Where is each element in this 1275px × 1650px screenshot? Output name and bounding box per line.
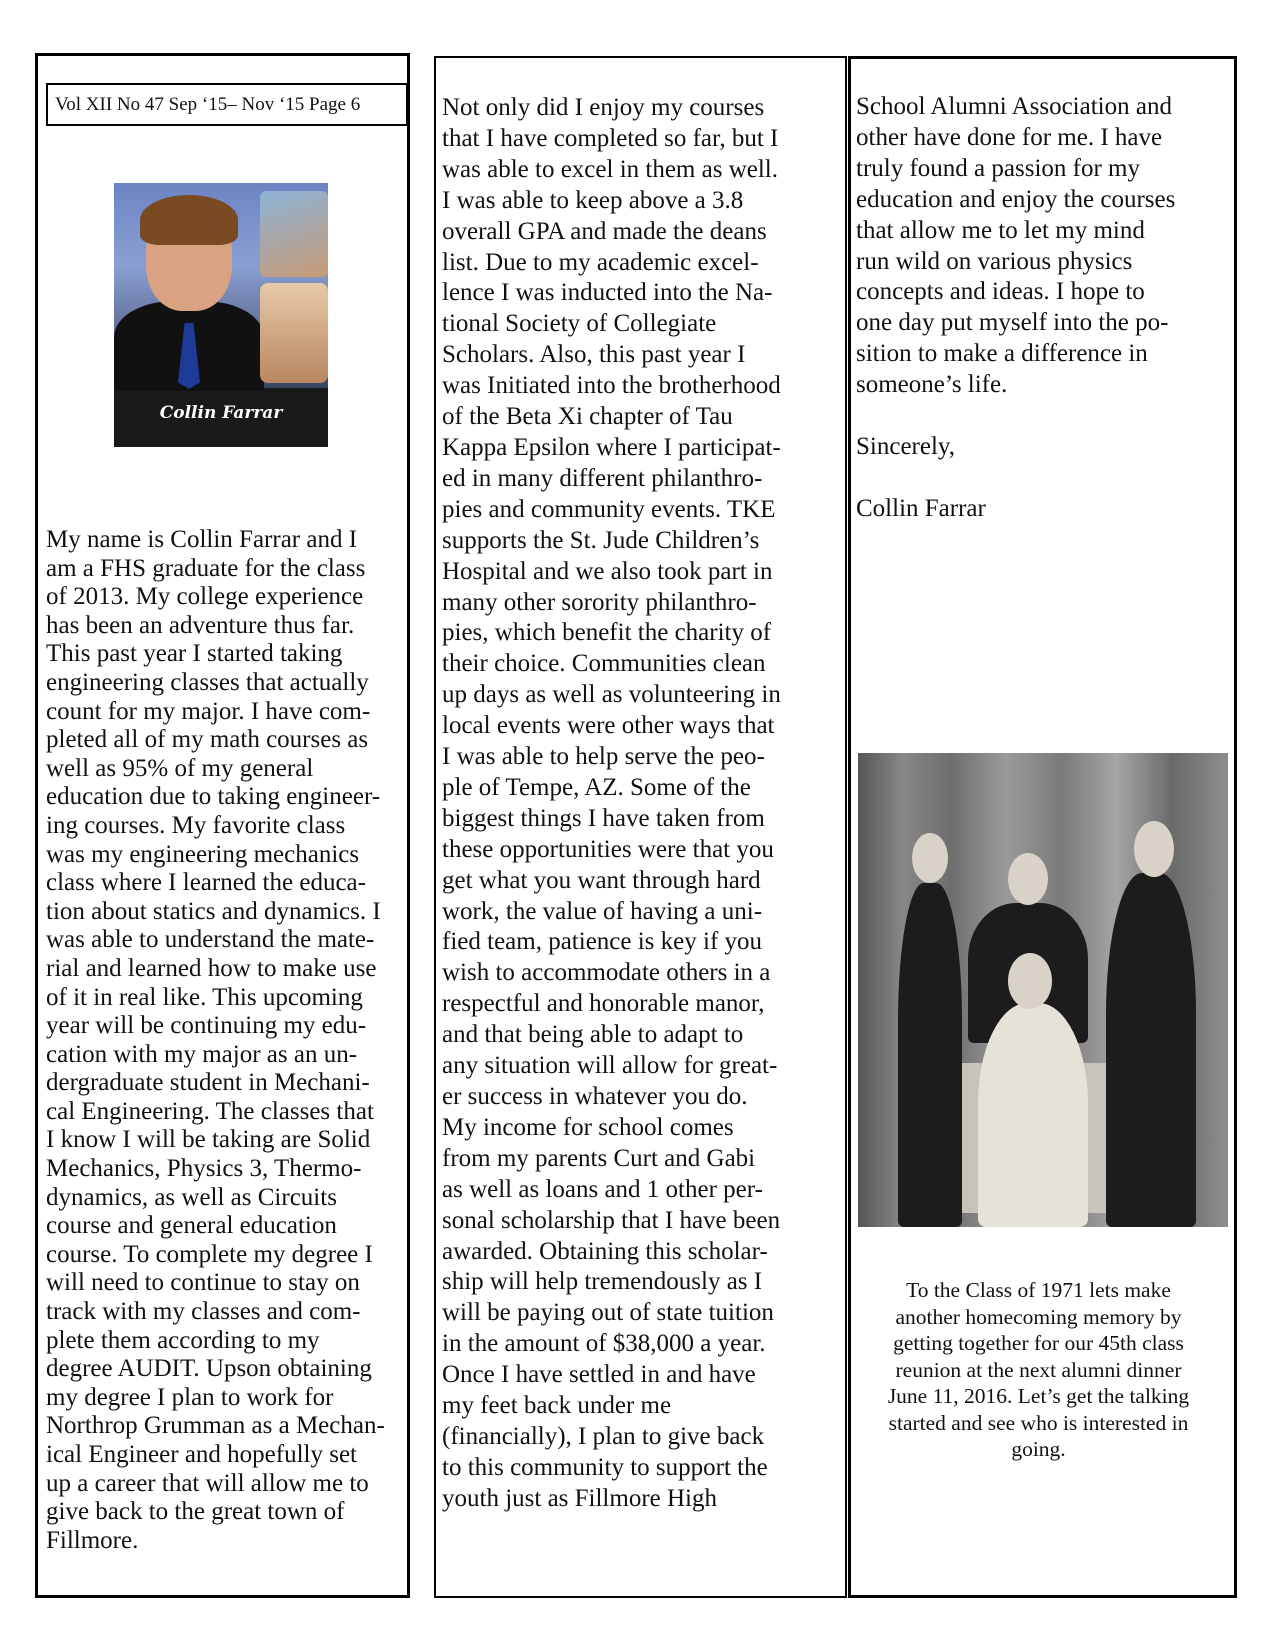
text-line: education and enjoy the courses [856,185,1176,213]
text-line: er success in whatever you do. [442,1083,748,1110]
text-line: concepts and ideas. I hope to [856,278,1145,306]
text-line: any situation will allow for great- [442,1052,778,1080]
note-line: To the Class of 1971 lets make [906,1278,1171,1302]
text-line: My income for school comes [442,1113,734,1141]
text-line: run wild on various physics [856,247,1133,275]
text-line: (financially), I plan to give back [442,1422,765,1450]
text-line: Scholars. Also, this past year I [442,341,746,369]
text-line: degree AUDIT. Upson obtaining [46,1355,372,1383]
text-line: that I have completed so far, but I [442,124,779,152]
text-line: course. To complete my degree I [46,1240,373,1268]
column-left [35,53,410,1598]
closing: Sincerely, [856,432,956,460]
text-line: to this community to support the [442,1453,768,1481]
text-line: sition to make a difference in [856,340,1148,368]
text-line: of it in real like. This upcoming [46,983,363,1011]
text-line: many other sorority philanthro- [442,588,757,616]
class-reunion-note [861,1277,1216,1463]
text-line: of the Beta Xi chapter of Tau [442,403,733,431]
note-line: getting together for our 45th class [893,1331,1184,1355]
text-line: dynamics, as well as Circuits [46,1183,337,1211]
text-line: cal Engineering. The classes that [46,1097,374,1125]
text-line: Kappa Epsilon where I participat- [442,433,781,461]
text-line: engineering classes that actually [46,668,369,696]
portrait-hair [140,195,238,245]
text-line: their choice. Communities clean [442,650,766,678]
portrait-caption: Collin Farrar [159,403,283,423]
text-line: truly found a passion for my [856,154,1140,182]
note-line: reunion at the next alumni dinner [895,1357,1182,1382]
text-line: work, the value of having a uni- [442,897,763,925]
text-line: was Initiated into the brotherhood [442,372,781,400]
note-line: June 11, 2016. Let’s get the talking [887,1384,1190,1408]
text-line: up a career that will allow me to [46,1469,369,1497]
text-line: well as 95% of my general [46,754,314,782]
text-line: other have done for me. I have [856,123,1163,151]
text-line: dergraduate student in Mechani- [46,1069,370,1097]
text-line: Hospital and we also took part in [442,557,773,585]
text-line: ical Engineer and hopefully set [46,1441,357,1468]
photo-person-right [1106,873,1196,1227]
photo-head-right [1134,821,1174,877]
note-line: another homecoming memory by [895,1304,1182,1329]
text-line: School Alumni Association and [856,93,1172,120]
photo-head-queen [1008,953,1052,1009]
note-line: started and see who is interested in [888,1410,1189,1435]
text-line: get what you want through hard [442,866,761,894]
text-line: education due to taking engineer- [46,783,381,811]
text-line: up days as well as volunteering in [442,681,781,709]
text-line: I know I will be taking are Solid [46,1126,371,1154]
text-line: Not only did I enjoy my courses [442,94,765,121]
text-line: plete them according to my [46,1326,320,1354]
photo-head-left [912,833,948,883]
text-line: someone’s life. [856,371,1008,399]
text-line: biggest things I have taken from [442,804,765,832]
signature: Collin Farrar [856,494,986,522]
issue-header: Vol XII No 47 Sep ‘15– Nov ‘15 Page 6 [46,83,408,126]
text-line: awarded. Obtaining this scholar- [442,1237,768,1265]
text-line: respectful and honorable manor, [442,990,765,1018]
text-line: course and general education [46,1212,337,1240]
text-line: ed in many different philanthro- [442,464,763,492]
photo-queen-dress [978,1003,1088,1227]
text-line: ing courses. My favorite class [46,811,346,839]
article-text-column-3 [856,92,1175,525]
text-line: My name is Collin Farrar and I [46,526,358,553]
text-line: track with my classes and com- [46,1298,361,1326]
portrait-photo [114,183,328,447]
text-line: local events were other ways that [442,712,775,740]
text-line: am a FHS graduate for the class [46,554,366,582]
text-line: of 2013. My college experience [46,583,364,611]
photo-head-center [1008,853,1048,905]
text-line: pleted all of my math courses as [46,726,369,754]
text-line: was able to understand the mate- [46,926,375,954]
text-line: was my engineering mechanics [46,840,360,868]
text-line: overall GPA and made the deans [442,217,767,245]
text-line: lence I was inducted into the Na- [442,279,773,307]
text-line: give back to the great town of [46,1498,345,1526]
text-line: Once I have settled in and have [442,1361,756,1389]
text-line: Northrop Grumman as a Mechan- [46,1412,385,1440]
text-line: pies, which benefit the charity of [442,619,772,647]
text-line: my degree I plan to work for [46,1383,334,1411]
article-text-column-2 [442,93,781,1515]
text-line: was able to excel in them as well. [442,155,778,183]
text-line: list. Due to my academic excel- [442,248,759,276]
text-line: tional Society of Collegiate [442,310,717,338]
spacer [856,401,1175,432]
text-line: ple of Tempe, AZ. Some of the [442,773,751,801]
column-right [848,56,1237,1598]
portrait-inset-child-photo [260,191,328,277]
text-line: cation with my major as an un- [46,1040,358,1068]
portrait-inset-boy-photo [260,283,328,383]
text-line: wish to accommodate others in a [442,959,771,987]
text-line: one day put myself into the po- [856,309,1169,337]
text-line: and that being able to adapt to [442,1021,744,1049]
photo-person-left [898,883,962,1227]
text-line: youth just as Fillmore High [442,1484,717,1512]
homecoming-group-photo [858,753,1228,1227]
text-line: tion about statics and dynamics. I [46,897,381,925]
text-line: Fillmore. [46,1526,139,1554]
text-line: in the amount of $38,000 a year. [442,1330,766,1358]
text-line: rial and learned how to make use [46,954,377,982]
text-line: supports the St. Jude Children’s [442,526,760,554]
text-line: my feet back under me [442,1392,672,1420]
text-line: from my parents Curt and Gabi [442,1144,756,1172]
text-line: count for my major. I have com- [46,697,371,725]
text-line: that allow me to let my mind [856,216,1145,244]
text-line: year will be continuing my edu- [46,1012,367,1040]
text-line: This past year I started taking [46,640,343,668]
note-line: going. [1011,1437,1066,1461]
text-line: ship will help tremendously as I [442,1268,763,1296]
text-line: sonal scholarship that I have been [442,1206,781,1234]
text-line: will need to continue to stay on [46,1269,360,1297]
text-line: pies and community events. TKE [442,495,776,523]
text-line: has been an adventure thus far. [46,611,355,639]
text-line: these opportunities were that you [442,835,774,863]
text-line: Mechanics, Physics 3, Thermo- [46,1155,362,1183]
article-text-column-1 [46,526,385,1555]
spacer [856,463,1175,494]
text-line: will be paying out of state tuition [442,1299,774,1327]
text-line: fied team, patience is key if you [442,928,763,956]
text-line: class where I learned the educa- [46,869,366,897]
column-middle [434,56,847,1598]
text-line: I was able to help serve the peo- [442,743,765,771]
text-line: as well as loans and 1 other per- [442,1175,763,1203]
text-line: I was able to keep above a 3.8 [442,186,744,214]
